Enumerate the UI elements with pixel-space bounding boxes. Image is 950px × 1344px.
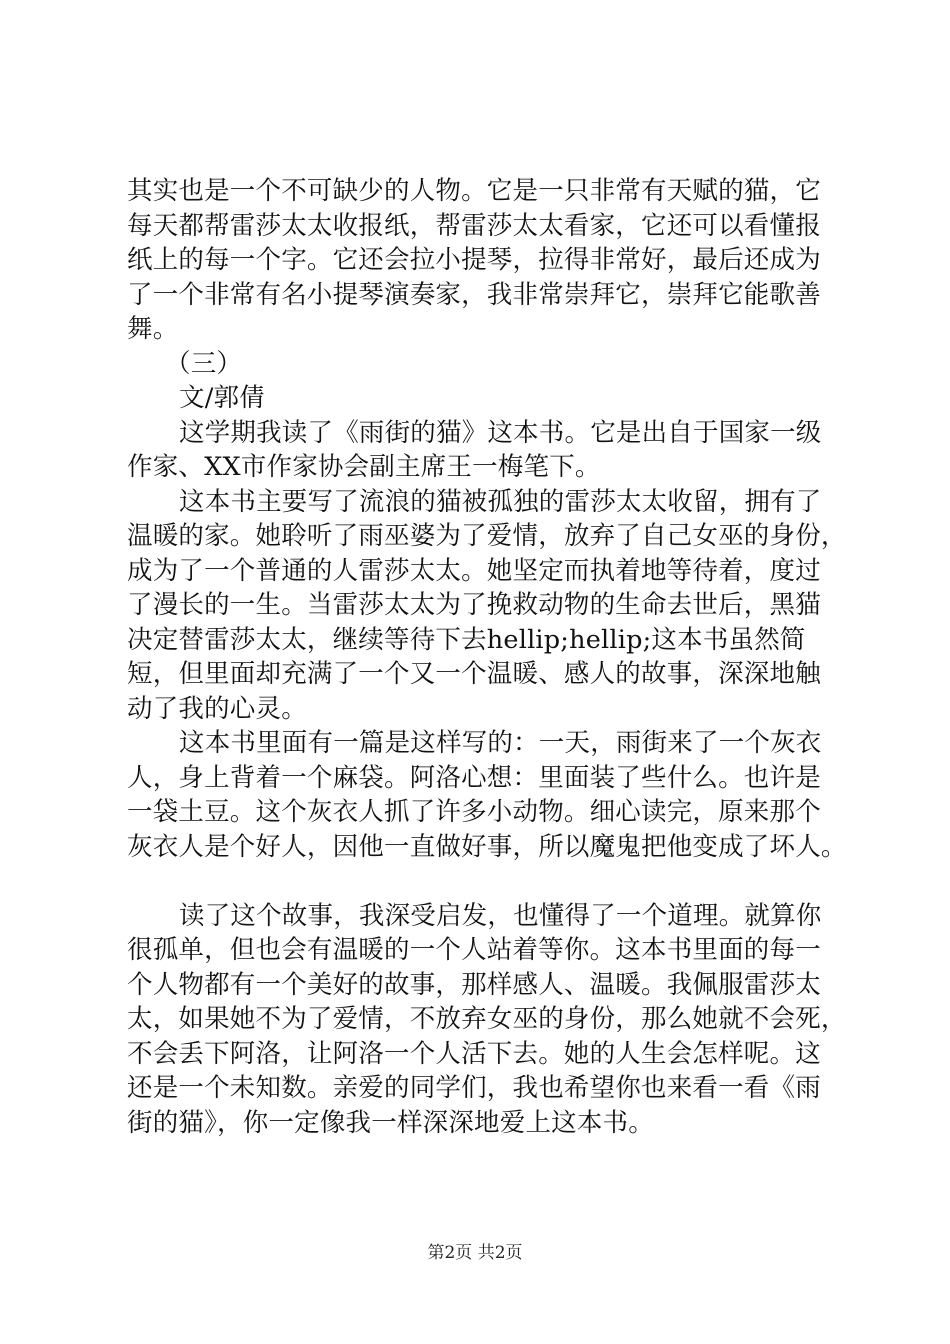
- text-line: 作家、XX市作家协会副主席王一梅笔下。: [127, 452, 601, 482]
- text-line: 还是一个未知数。亲爱的同学们，我也希望你也来看一看《雨: [127, 1073, 821, 1103]
- paragraph-start: 这学期我读了《雨街的猫》这本书。它是出自于国家一级: [179, 417, 822, 448]
- paragraph-start: 读了这个故事，我深受启发，也懂得了一个道理。就算你: [179, 900, 822, 931]
- text-line: 了一个非常有名小提琴演奏家，我非常崇拜它，崇拜它能歌善: [127, 279, 821, 310]
- text-line: 了漫长的一生。当雷莎太太为了挽救动物的生命去世后，黑猫: [127, 590, 821, 620]
- text-line: 人，身上背着一个麻袋。阿洛心想：里面装了些什么。也许是: [127, 762, 821, 793]
- document-body: [127, 174, 847, 1140]
- paragraph-start: 这本书主要写了流浪的猫被孤独的雷莎太太收留，拥有了: [179, 486, 822, 517]
- text-line: 纸上的每一个字。它还会拉小提琴，拉得非常好，最后还成为: [127, 245, 821, 275]
- text-line: 短，但里面却充满了一个又一个温暖、感人的故事，深深地触: [127, 659, 821, 689]
- text-line: 灰衣人是个好人，因他一直做好事，所以魔鬼把他变成了坏人。: [127, 831, 847, 862]
- text-line: 温暖的家。她聆听了雨巫婆为了爱情，放弃了自己女巫的身份，: [127, 521, 847, 551]
- text-line: 很孤单，但也会有温暖的一个人站着等你。这本书里面的每一: [127, 935, 821, 965]
- page-number-footer: 第2页 共2页: [427, 1243, 523, 1263]
- text-line: 成为了一个普通的人雷莎太太。她坚定而执着地等待着，度过: [127, 555, 821, 586]
- text-line: 街的猫》，你一定像我一样深深地爱上这本书。: [127, 1107, 654, 1138]
- text-line: 不会丢下阿洛，让阿洛一个人活下去。她的人生会怎样呢。这: [127, 1038, 821, 1069]
- section-number: （三）: [165, 348, 243, 379]
- text-line: 决定替雷莎太太，继续等待下去hellip;hellip;这本书虽然简: [127, 624, 806, 655]
- text-line: 太，如果她不为了爱情，不放弃女巫的身份，那么她就不会死，: [127, 1004, 847, 1034]
- text-line: 舞。: [127, 314, 179, 344]
- text-line: 个人物都有一个美好的故事，那样感人、温暖。我佩服雷莎太: [127, 969, 821, 1000]
- paragraph-gap: [127, 864, 837, 899]
- text-line: 动了我的心灵。: [127, 693, 307, 724]
- text-line: 每天都帮雷莎太太收报纸，帮雷莎太太看家，它还可以看懂报: [127, 210, 821, 241]
- text-line: 其实也是一个不可缺少的人物。它是一只非常有天赋的猫，它: [127, 176, 821, 206]
- author-line: 文/郭倩: [179, 383, 265, 413]
- text-line: 一袋土豆。这个灰衣人抓了许多小动物。细心读完，原来那个: [127, 797, 821, 827]
- paragraph-start: 这本书里面有一篇是这样写的：一天，雨街来了一个灰衣: [179, 728, 822, 758]
